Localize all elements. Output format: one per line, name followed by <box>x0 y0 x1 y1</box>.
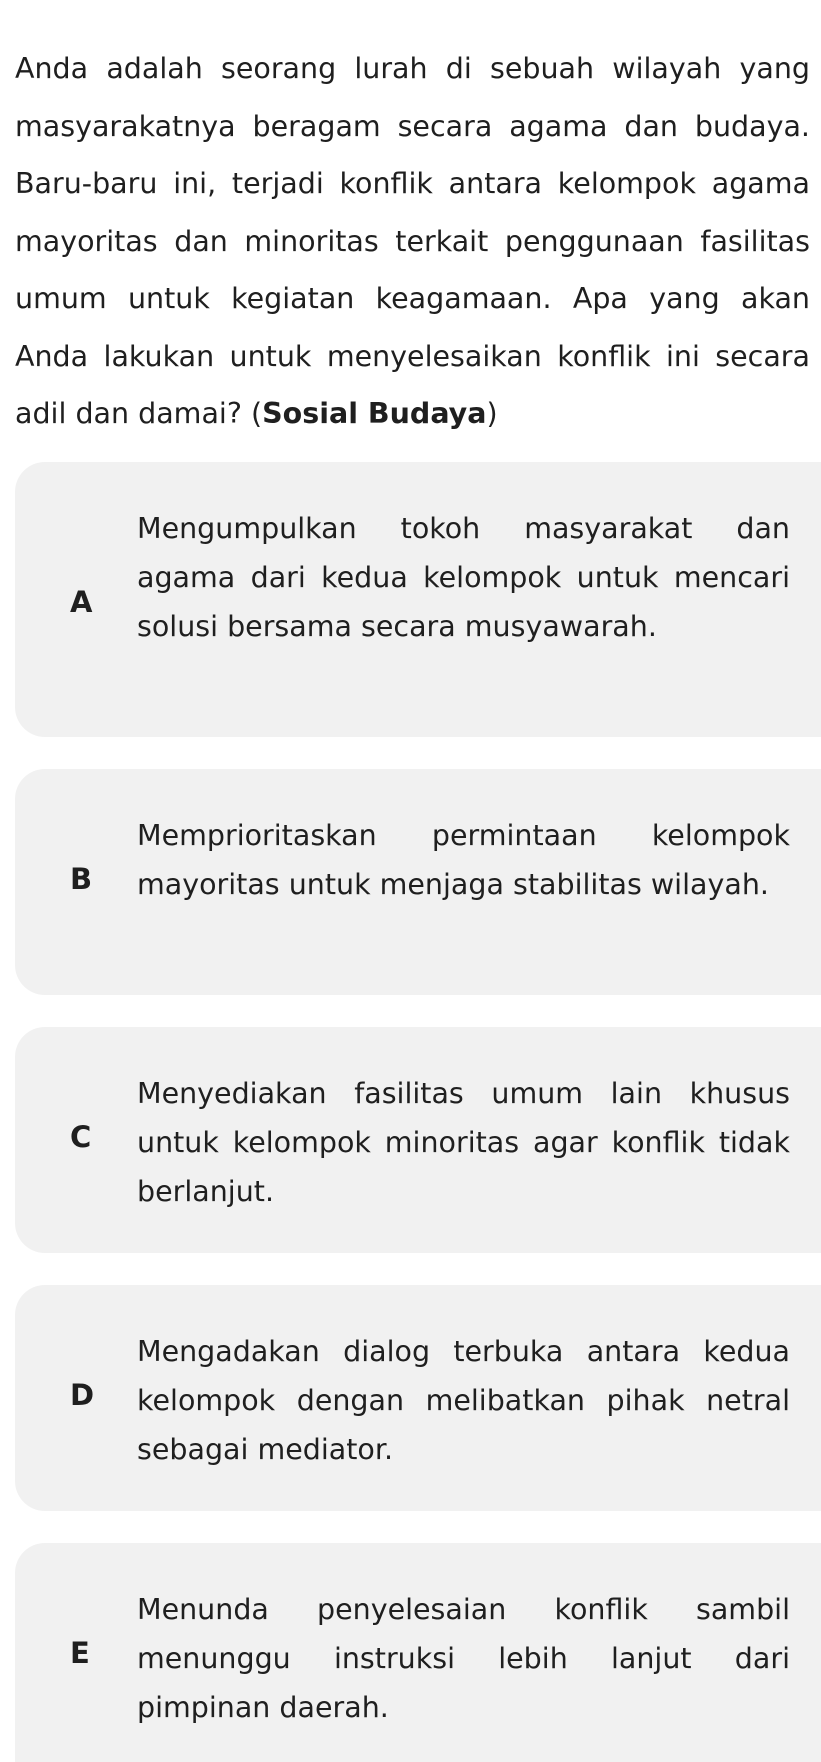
question-text <box>15 40 810 443</box>
option-e-letter: E <box>70 1636 90 1670</box>
option-a-letter: A <box>70 585 93 619</box>
option-c-text: Menyediakan fasilitas umum lain khusus untuk kelompok minoritas agar konflik tidak berlanjut. <box>137 1077 790 1208</box>
question-body: Anda adalah seorang lurah di sebuah wilayah yang masyarakatnya beragam secara agama dan budaya. Baru-baru ini, terjadi konflik antara kelompok agama mayoritas dan minoritas terkait penggunaan fasilitas umum untuk kegiatan keagamaan. Apa yang akan Anda lakukan untuk menyelesaikan konflik ini secara adil dan damai? ( <box>15 52 810 430</box>
option-e-text: Menunda penyelesaian konflik sambil menunggu instruksi lebih lanjut dari pimpinan daerah. <box>137 1593 790 1724</box>
option-c-letter: C <box>70 1120 92 1154</box>
question-close-paren: ) <box>486 397 498 430</box>
option-d-letter: D <box>70 1378 95 1412</box>
option-d[interactable] <box>15 1285 821 1511</box>
option-c[interactable] <box>15 1027 821 1253</box>
option-b-text: Memprioritaskan permintaan kelompok mayoritas untuk menjaga stabilitas wilayah. <box>137 819 790 901</box>
question-category-tag: Sosial Budaya <box>262 397 487 430</box>
option-b[interactable] <box>15 769 821 995</box>
option-d-text: Mengadakan dialog terbuka antara kedua kelompok dengan melibatkan pihak netral sebagai mediator. <box>137 1335 790 1466</box>
option-a-text: Mengumpulkan tokoh masyarakat dan agama dari kedua kelompok untuk mencari solusi bersama secara musyawarah. <box>137 512 790 643</box>
option-e[interactable] <box>15 1543 821 1762</box>
option-a[interactable] <box>15 462 821 737</box>
option-b-letter: B <box>70 862 93 896</box>
